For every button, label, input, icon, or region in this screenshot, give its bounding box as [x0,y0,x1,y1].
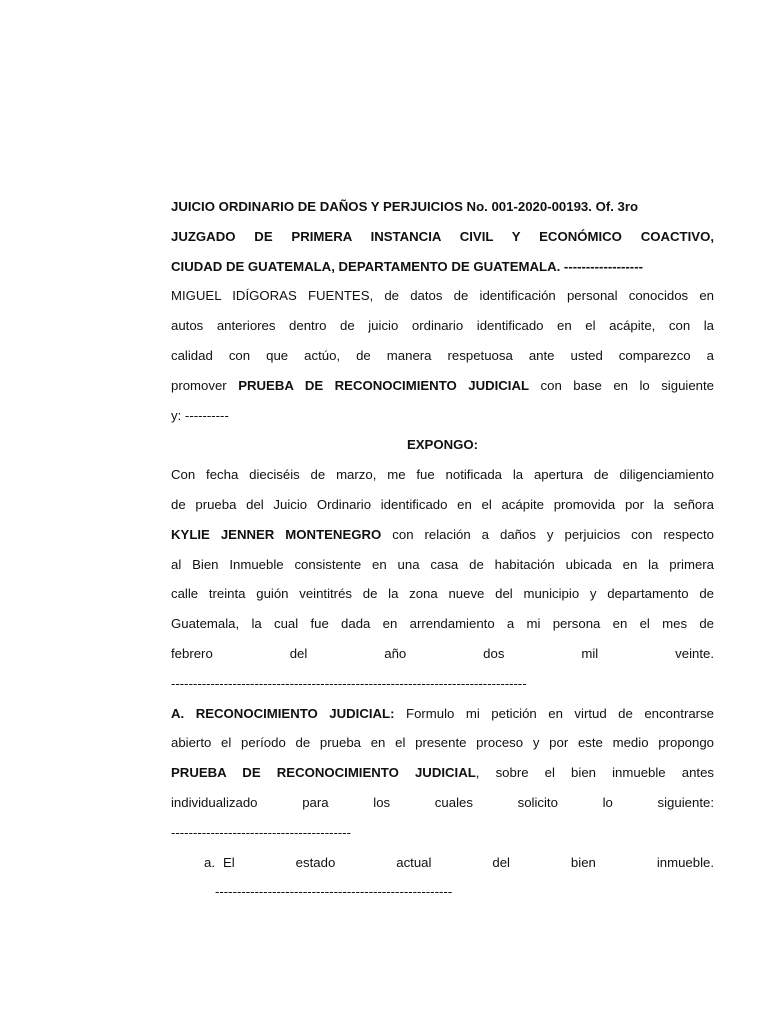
intro-line-4 [171,371,714,401]
expongo-line-4: al Bien Inmueble consistente en una casa de habitación ubicada en la primera [171,556,714,572]
section-a-line-4: individualizado para los cuales solicito lo siguiente: [171,794,714,810]
intro-line-2: autos anteriores dentro de juicio ordinario identificado en el acápite, con la [171,318,714,334]
list-marker: a. [204,854,215,870]
heading-line-1 [171,192,714,222]
expongo-line-1: Con fecha dieciséis de marzo, me fue notificada la apertura de diligenciamiento [171,467,714,483]
section-title [171,430,714,460]
claimant-name: KYLIE JENNER MONTENEGRO [171,526,382,542]
section-a-line-3 [171,758,714,788]
section-a-bold-text: PRUEBA DE RECONOCIMIENTO JUDICIAL [171,765,476,781]
intro-text: promover [171,377,239,393]
intro-text: con base en lo siguiente [529,377,714,393]
intro-line-5: y: ---------- [171,407,229,423]
intro-bold-text: PRUEBA DE RECONOCIMIENTO JUDICIAL [238,377,530,393]
section-a-line-1 [171,699,714,729]
heading-dashes: ------------------ [560,258,643,274]
expongo-line-5: calle treinta guión veintitrés de la zona nueve del municipio y departamento de [171,586,714,602]
list-item-a-dashes: ------------------------------------------------------ [215,884,453,900]
intro-line-1: MIGUEL IDÍGORAS FUENTES, de datos de identificación personal conocidos en [171,288,714,304]
expongo-line-3 [171,520,714,550]
expongo-line-2: de prueba del Juicio Ordinario identificado en el acápite promovida por la señora [171,496,714,512]
case-number-heading: JUICIO ORDINARIO DE DAÑOS Y PERJUICIOS No. 001-2020-00193. Of. 3ro [171,199,639,214]
expongo-title: EXPONGO: [406,437,479,453]
intro-line-3: calidad con que actúo, de manera respetuosa ante usted comparezco a [171,347,714,363]
expongo-line-8: --------------------------------------------------------------------------------- [171,675,527,691]
section-a-text: , sobre el bien inmueble antes [475,765,714,781]
list-item-a [171,848,714,878]
expongo-line-7: febrero del año dos mil veinte. [171,645,714,661]
document-body [171,192,714,907]
section-a-heading: A. RECONOCIMIENTO JUDICIAL: [171,705,395,721]
heading-line-3 [171,252,714,282]
expongo-text: con relación a daños y perjuicios con respecto [381,526,714,542]
list-item-text: El estado actual del bien inmueble. [223,854,714,870]
expongo-line-6: Guatemala, la cual fue dada en arrendamiento a mi persona en el mes de [171,616,714,632]
city-heading: CIUDAD DE GUATEMALA, DEPARTAMENTO DE GUATEMALA. [171,258,561,274]
court-heading: JUZGADO DE PRIMERA INSTANCIA CIVIL Y ECONÓMICO COACTIVO, [171,228,714,244]
heading-line-2 [171,222,714,252]
section-a-text: Formulo mi petición en virtud de encontrarse [394,705,714,721]
section-a-line-2: abierto el período de prueba en el presente proceso y por este medio propongo [171,735,714,751]
section-a-line-5: ----------------------------------------- [171,824,352,840]
